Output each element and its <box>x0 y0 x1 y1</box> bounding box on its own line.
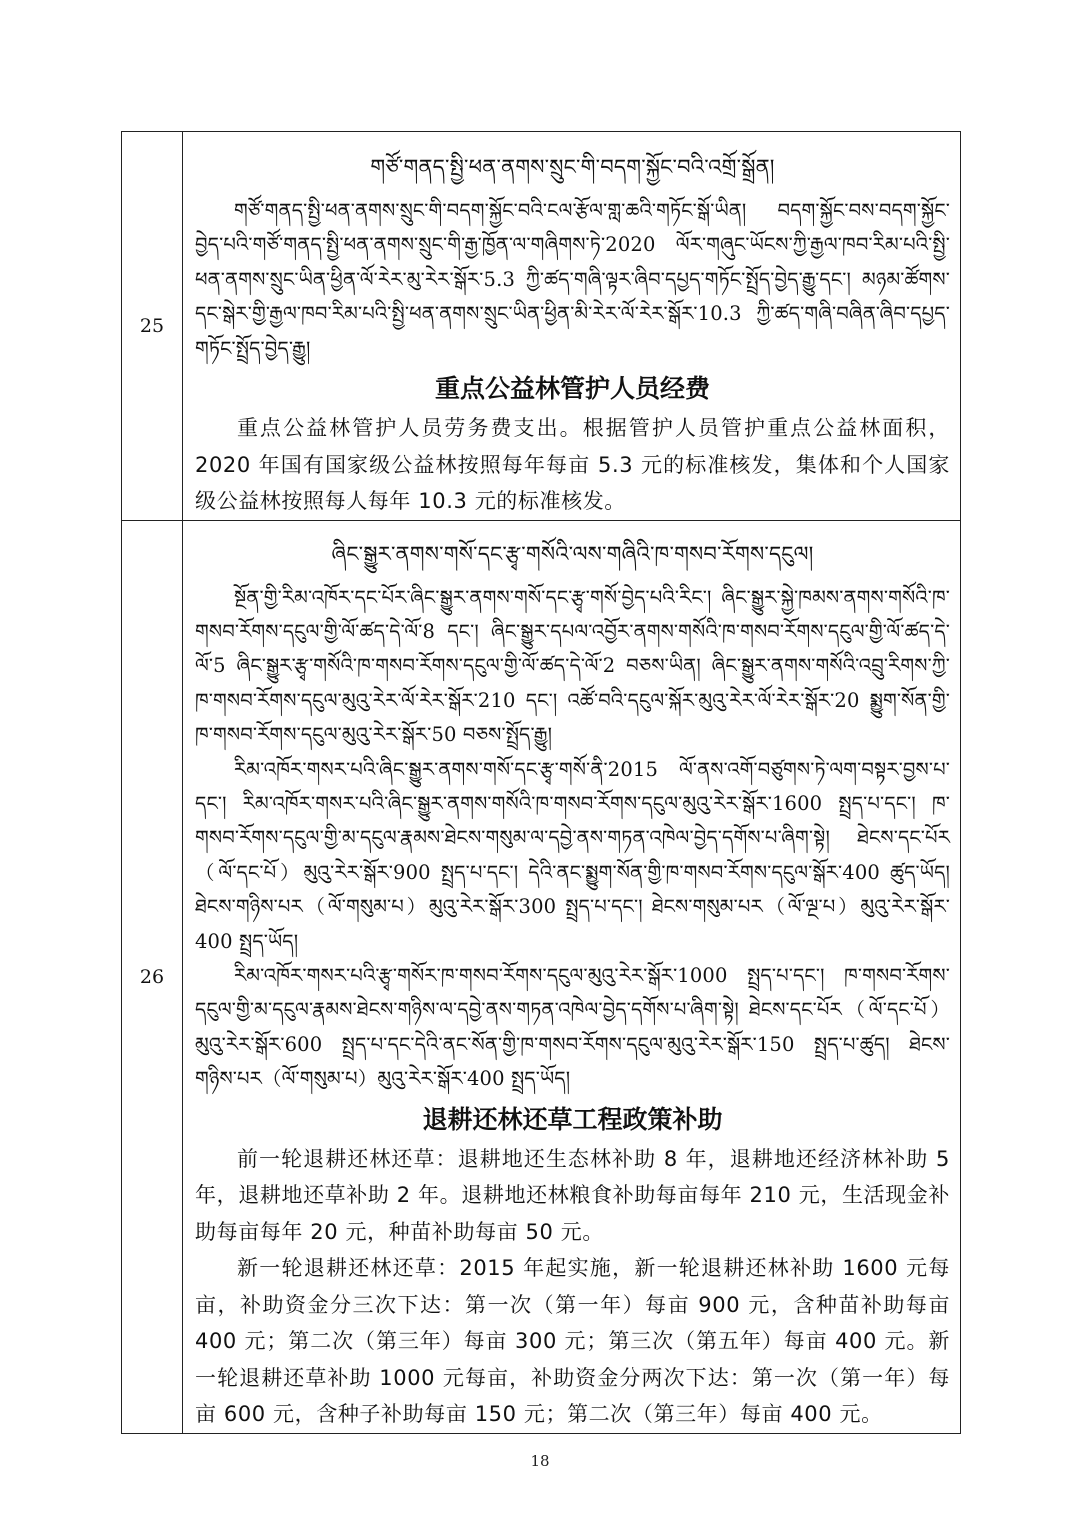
tibetan-paragraph: གཙོ་གནད་སྤྱི་ཕན་ནགས་སྲུང་གི་བདག་སྐྱོང་བའི་ངལ་རྩོལ་གླ་ཆའི་གཏོང་སྒོ་ཡིན། བདག་སྐྱོང་བས་བདག་སྐྱོང་བྱེད་པའི་གཙོ་གནད་སྤྱི་ཕན་ནགས་སྲུང་གི་རྒྱ་ཁྱོན་ལ་གཞིགས་ཏེ་2020 ལོར་གཞུང་ཡོངས་ཀྱི་རྒྱལ་ཁབ་རིམ་པའི་སྤྱི་ཕན་ནགས་སྲུང་ཡིན་ཕྱིན་ལོ་རེར་མུ་རེར་སྒོར་5.3 ཀྱི་ཚད་གཞི་ལྟར་ཞིབ་དཔྱད་གཏོང་སྤྲོད་བྱེད་རྒྱུ་དང་། མཉམ་ཚོགས་དང་སྒེར་གྱི་རྒྱལ་ཁབ་རིམ་པའི་སྤྱི་ཕན་ནགས་སྲུང་ཡིན་ཕྱིན་མི་རེར་ལོ་རེར་སྒོར་10.3 ཀྱི་ཚད་གཞི་བཞིན་ཞིབ་དཔྱད་གཏོང་སྤྲོད་བྱེད་རྒྱུ། <box>195 199 950 360</box>
table-row <box>122 132 961 521</box>
row-number: 25 <box>122 132 183 521</box>
policy-table <box>121 131 961 1434</box>
chinese-title: 退耕还林还草工程政策补助 <box>422 1104 723 1134</box>
chinese-paragraph: 前一轮退耕还林还草：退耕地还生态林补助 8 年，退耕地还经济林补助 5 年，退耕地还草补助 2 年。退耕地还林粮食补助每亩每年 210 元，生活现金补助每亩每年 20 元，种苗补助每亩 50 元。 <box>195 1146 950 1244</box>
page-number: 18 <box>530 1452 550 1470</box>
tibetan-paragraph: རིམ་འཁོར་གསར་པའི་ཞིང་སྒྱུར་ནགས་གསོ་དང་རྩྭ་གསོ་ནི་2015 ལོ་ནས་འགོ་བཙུགས་ཏེ་ལག་བསྟར་བྱས་པ་དང་། རིམ་འཁོར་གསར་པའི་ཞིང་སྒྱུར་ནགས་གསོའི་ཁ་གསབ་རོགས་དངུལ་མུའུ་རེར་སྒོར་1600 སྤྲད་པ་དང་། ཁ་གསབ་རོགས་དངུལ་གྱི་མ་དངུལ་རྣམས་ཐེངས་གསུམ་ལ་དབྱེ་ནས་གཏན་འཁེལ་བྱེད་དགོས་པ་ཞིག་སྟེ། ཐེངས་དང་པོར（ལོ་དང་པོ）མུའུ་རེར་སྒོར་900 སྤྲད་པ་དང་། དེའི་ནང་སྨྱུག་སོན་གྱི་ཁ་གསབ་རོགས་དངུལ་སྒོར་400 ཚུད་ཡོད། ཐེངས་གཉིས་པར（ལོ་གསུམ་པ）མུའུ་རེར་སྒོར་300 སྤྲད་པ་དང་། ཐེངས་གསུམ་པར（ལོ་ལྔ་པ）མུའུ་རེར་སྒོར་400 སྤྲད་ཡོད། <box>195 757 950 953</box>
chinese-paragraph: 重点公益林管护人员劳务费支出。根据管护人员管护重点公益林面积，2020 年国有国家级公益林按照每年每亩 5.3 元的标准核发，集体和个人国家级公益林按照每人每年 10.3 元的标准核发。 <box>195 416 950 514</box>
chinese-paragraph: 新一轮退耕还林还草：2015 年起实施，新一轮退耕还林补助 1600 元每亩，补助资金分三次下达：第一次（第一年）每亩 900 元，含种苗补助每亩 400 元；第二次（第三年）每亩 300 元；第三次（第五年）每亩 400 元。新一轮退耕还草补助 1000 元每亩，补助资金分两次下达：第一次（第一年）每亩 600 元，含种子补助每亩 150 元；第二次（第三年）每亩 400 元。 <box>195 1256 950 1427</box>
tibetan-paragraph: སྔོན་གྱི་རིམ་འཁོར་དང་པོར་ཞིང་སྒྱུར་ནགས་གསོ་དང་རྩྭ་གསོ་བྱེད་པའི་རིང་། ཞིང་སྒྱུར་སྐྱེ་ཁམས་ནགས་གསོའི་ཁ་གསབ་རོགས་དངུལ་གྱི་ལོ་ཚད་དེ་ལོ་8 དང་། ཞིང་སྒྱུར་དཔལ་འབྱོར་ནགས་གསོའི་ཁ་གསབ་རོགས་དངུལ་གྱི་ལོ་ཚད་དེ་ལོ་5 ཞིང་སྒྱུར་རྩྭ་གསོའི་ཁ་གསབ་རོགས་དངུལ་གྱི་ལོ་ཚད་དེ་ལོ་2 བཅས་ཡིན། ཞིང་སྒྱུར་ནགས་གསོའི་འབྲུ་རིགས་ཀྱི་ཁ་གསབ་རོགས་དངུལ་མུའུ་རེར་ལོ་རེར་སྒོར་210 དང་། འཚོ་བའི་དངུལ་སྐོར་མུའུ་རེར་ལོ་རེར་སྒོར་20 སྨྱུག་སོན་གྱི་ཁ་གསབ་རོགས་དངུལ་མུའུ་རེར་སྒོར་50 བཅས་སྤྲོད་རྒྱུ། <box>195 585 950 747</box>
row-content <box>183 132 961 521</box>
row-number: 26 <box>122 520 183 1433</box>
row-content <box>183 520 961 1433</box>
tibetan-title: ཞིང་སྒྱུར་ནགས་གསོ་དང་རྩྭ་གསོའི་ལས་གཞིའི་ཁ་གསབ་རོགས་དངུལ། <box>331 541 814 566</box>
table-row <box>122 520 961 1433</box>
chinese-title: 重点公益林管护人员经费 <box>434 374 710 404</box>
tibetan-title: གཙོ་གནད་སྤྱི་ཕན་ནགས་སྲུང་གི་བདག་སྐྱོང་བའི་འགྲོ་སྒྲོན། <box>370 155 775 179</box>
tibetan-paragraph: རིམ་འཁོར་གསར་པའི་རྩྭ་གསོར་ཁ་གསབ་རོགས་དངུལ་མུའུ་རེར་སྒོར་1000 སྤྲད་པ་དང་། ཁ་གསབ་རོགས་དངུལ་གྱི་མ་དངུལ་རྣམས་ཐེངས་གཉིས་ལ་དབྱེ་ནས་གཏན་འཁེལ་བྱེད་དགོས་པ་ཞིག་སྟེ། ཐེངས་དང་པོར（ལོ་དང་པོ）མུའུ་རེར་སྒོར་600 སྤྲད་པ་དང་དེའི་ནང་སོན་གྱི་ཁ་གསབ་རོགས་དངུལ་མུའུ་རེར་སྒོར་150 སྤྲད་པ་ཚུད། ཐེངས་གཉིས་པར（ལོ་གསུམ་པ）མུའུ་རེར་སྒོར་400 སྤྲད་ཡོད། <box>195 964 950 1091</box>
